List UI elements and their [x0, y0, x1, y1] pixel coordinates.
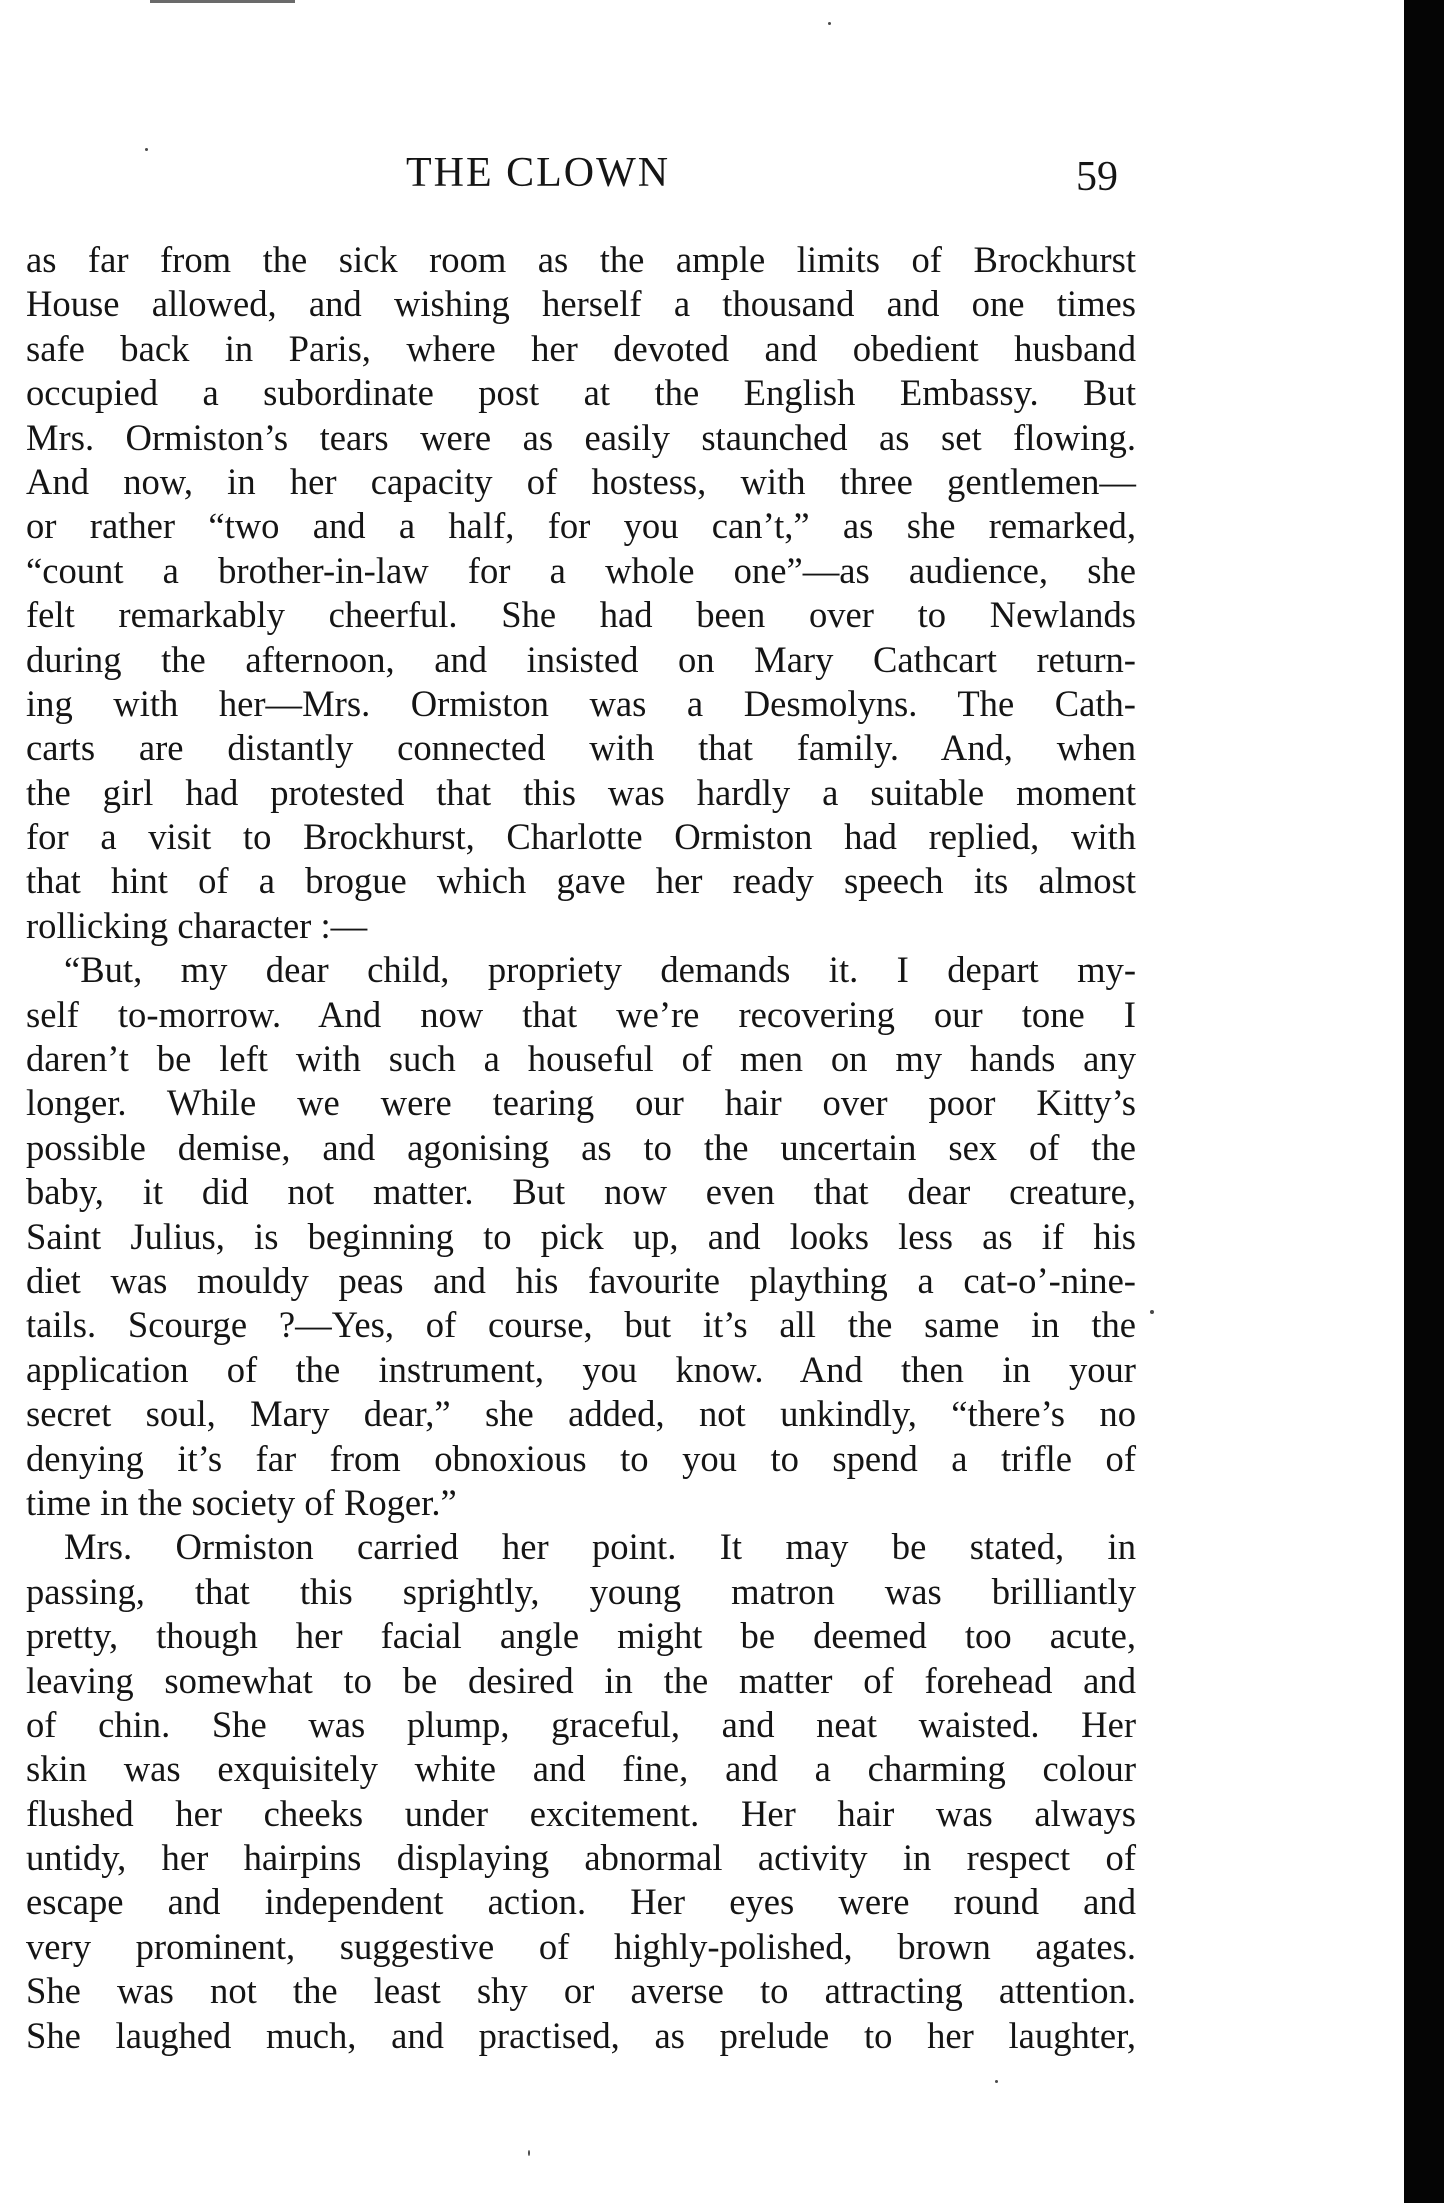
running-head: THE CLOWN — [406, 150, 671, 196]
text-line: self to-morrow. And now that we’re recovering our tone I — [26, 993, 1136, 1035]
text-line: skin was exquisitely white and fine, and a charming colour — [26, 1748, 1136, 1790]
page-number: 59 — [1076, 154, 1118, 200]
text-line: or rather “two and a half, for you can’t,” as she remarked, — [26, 505, 1136, 547]
text-line: “count a brother-in-law for a whole one”—as audience, she — [26, 549, 1136, 591]
text-line: “But, my dear child, propriety demands it. I depart my- — [64, 949, 1136, 991]
scan-speck — [828, 22, 831, 25]
scan-smudge — [150, 0, 295, 3]
text-line: And now, in her capacity of hostess, with three gentlemen— — [26, 460, 1136, 502]
text-line: as far from the sick room as the ample limits of Brockhurst — [26, 239, 1136, 280]
text-line: flushed her cheeks under excitement. Her hair was always — [26, 1792, 1136, 1834]
text-line: Mrs. Ormiston’s tears were as easily staunched as set flowing. — [26, 416, 1136, 458]
scan-speck — [995, 2080, 998, 2083]
text-line: during the afternoon, and insisted on Mary Cathcart return- — [26, 638, 1136, 680]
text-line: passing, that this sprightly, young matron was brilliantly — [26, 1570, 1136, 1612]
text-line: safe back in Paris, where her devoted and obedient husband — [26, 327, 1136, 369]
text-line: of chin. She was plump, graceful, and neat waisted. Her — [26, 1703, 1136, 1745]
text-line: She laughed much, and practised, as prelude to her laughter, — [26, 2014, 1136, 2056]
scan-speck — [1150, 1310, 1154, 1314]
scan-speck — [145, 148, 148, 151]
text-line: ing with her—Mrs. Ormiston was a Desmolyns. The Cath- — [26, 682, 1136, 724]
text-line: She was not the least shy or averse to attracting attention. — [26, 1970, 1136, 2012]
text-line: the girl had protested that this was hardly a suitable moment — [26, 771, 1136, 813]
page-edge-shadow — [1404, 0, 1444, 2203]
text-line: denying it’s far from obnoxious to you to spend a trifle of — [26, 1437, 1136, 1479]
text-line: tails. Scourge ?—Yes, of course, but it’s all the same in the — [26, 1304, 1136, 1346]
text-line: felt remarkably cheerful. She had been over to Newlands — [26, 594, 1136, 636]
text-line: daren’t be left with such a houseful of men on my hands any — [26, 1038, 1136, 1080]
text-line: escape and independent action. Her eyes were round and — [26, 1881, 1136, 1923]
text-line: rollicking character :— — [26, 904, 368, 946]
text-line: possible demise, and agonising as to the uncertain sex of the — [26, 1126, 1136, 1168]
text-line: carts are distantly connected with that family. And, when — [26, 727, 1136, 769]
text-line: Saint Julius, is beginning to pick up, and looks less as if his — [26, 1215, 1136, 1257]
text-line: application of the instrument, you know. And then in your — [26, 1348, 1136, 1390]
text-line: occupied a subordinate post at the English Embassy. But — [26, 372, 1136, 414]
text-line: secret soul, Mary dear,” she added, not unkindly, “there’s no — [26, 1393, 1136, 1435]
text-line: House allowed, and wishing herself a thousand and one times — [26, 283, 1136, 325]
text-line: that hint of a brogue which gave her ready speech its almost — [26, 860, 1136, 902]
body-text — [26, 238, 1136, 2058]
text-line: baby, it did not matter. But now even that dear creature, — [26, 1171, 1136, 1213]
text-line: longer. While we were tearing our hair over poor Kitty’s — [26, 1082, 1136, 1124]
text-line: untidy, her hairpins displaying abnormal activity in respect of — [26, 1837, 1136, 1879]
text-line: diet was mouldy peas and his favourite plaything a cat-o’-nine- — [26, 1259, 1136, 1301]
text-line: leaving somewhat to be desired in the matter of forehead and — [26, 1659, 1136, 1701]
text-line: pretty, though her facial angle might be deemed too acute, — [26, 1615, 1136, 1657]
text-line: for a visit to Brockhurst, Charlotte Ormiston had replied, with — [26, 816, 1136, 858]
text-line: time in the society of Roger.” — [26, 1481, 457, 1523]
text-line: Mrs. Ormiston carried her point. It may be stated, in — [64, 1526, 1136, 1568]
page-header — [26, 145, 1126, 205]
text-line: very prominent, suggestive of highly-polished, brown agates. — [26, 1925, 1136, 1967]
scan-speck — [528, 2150, 530, 2156]
